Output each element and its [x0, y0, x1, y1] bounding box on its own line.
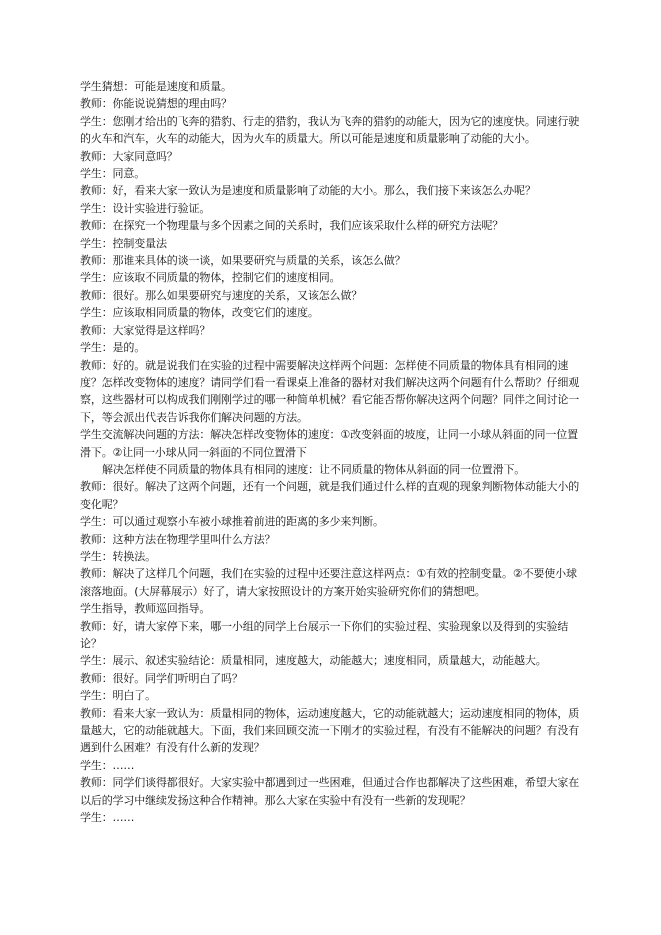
- paragraph: 学生：控制变量法: [80, 236, 167, 250]
- document-body: [80, 78, 586, 826]
- paragraph: 学生：转换法。: [80, 549, 156, 563]
- paragraph: 学生：展示、叙述实验结论：质量相同，速度越大，动能越大；速度相同，质量越大，动能越大。: [80, 654, 547, 668]
- paragraph: 学生指导，教师巡回指导。: [80, 602, 211, 616]
- paragraph: 教师：这种方法在物理学里叫什么方法？: [80, 532, 276, 546]
- paragraph: 学生：同意。: [80, 167, 146, 181]
- paragraph: 学生：可以通过观察小车被小球推着前进的距离的多少来判断。: [80, 515, 384, 529]
- paragraph: 学生：应该取不同质量的物体，控制它们的速度相同。: [80, 271, 341, 285]
- paragraph: 学生猜想：可能是速度和质量。: [80, 80, 232, 93]
- paragraph: 学生：……: [80, 811, 135, 825]
- paragraph: 教师：很好。解决了这两个问题，还有一个问题，就是我们通过什么样的直观的现象判断物体动能大小的变化呢？: [80, 480, 580, 511]
- paragraph: 学生：明白了。: [80, 689, 156, 703]
- paragraph: 教师：好，看来大家一致认为是速度和质量影响了动能的大小。那么，我们接下来该怎么办呢？: [80, 184, 536, 198]
- paragraph: 学生：您刚才给出的飞奔的猎豹、行走的猎豹，我认为飞奔的猎豹的动能大，因为它的速度快。同速行驶的火车和汽车，火车的动能大，因为火车的质量大。所以可能是速度和质量影响了动能的大小。: [80, 114, 580, 146]
- paragraph-indented: 解决怎样使不同质量的物体具有相同的速度：让不同质量的物体从斜面的同一位置滑下。: [102, 462, 526, 476]
- paragraph: 教师：大家觉得是这样吗？: [80, 323, 211, 337]
- paragraph: 教师：解决了这样几个问题，我们在实验的过程中还要注意这样两点：①有效的控制变量。②不要使小球滚落地面。(大屏幕展示）好了，请大家按照设计的方案开始实验研究你们的猜想吧。: [80, 567, 577, 598]
- paragraph: 教师：同学们谈得都很好。大家实验中都遇到过一些困难，但通过合作也都解决了这些困难，希望大家在以后的学习中继续发扬这种合作精神。那么大家在实验中有没有一些新的发现呢？: [80, 776, 580, 807]
- paragraph: 教师：看来大家一致认为：质量相同的物体，运动速度越大，它的动能就越大；运动速度相同的物体，质量越大，它的动能就越大。下面，我们来回顾交流一下刚才的实验过程，有没有不能解决的问题？有没有遇到什么困难？有没有什么新的发现？: [80, 706, 580, 755]
- paragraph: 学生：是的。: [80, 341, 146, 355]
- paragraph: 教师：很好。那么如果要研究与速度的关系，又该怎么做？: [80, 288, 363, 302]
- paragraph: 教师：在探究一个物理量与多个因素之间的关系时，我们应该采取什么样的研究方法呢？: [80, 219, 504, 233]
- paragraph: 学生：应该取相同质量的物体，改变它们的速度。: [80, 306, 319, 320]
- paragraph: 教师：那谁来具体的谈一谈，如果要研究与质量的关系，该怎么做？: [80, 254, 406, 268]
- paragraph: 教师：好，请大家停下来，哪一小组的同学上台展示一下你们的实验过程、实验现象以及得到的实验结论？: [80, 619, 569, 650]
- paragraph: 学生：设计实验进行验证。: [80, 201, 211, 215]
- paragraph: 学生：……: [80, 758, 135, 772]
- paragraph: 教师：大家同意吗？: [80, 149, 178, 163]
- paragraph: 学生交流解决问题的方法：解决怎样改变物体的速度：①改变斜面的坡度，让同一小球从斜面的同一位置滑下。②让同一小球从同一斜面的不同位置滑下: [80, 428, 578, 459]
- paragraph: 教师：很好。同学们听明白了吗？: [80, 671, 243, 685]
- paragraph: 教师：你能说说猜想的理由吗？: [80, 97, 232, 111]
- paragraph: 教师：好的。就是说我们在实验的过程中需要解决这样两个问题：怎样使不同质量的物体具有相同的速度？怎样改变物体的速度？请同学们看一看课桌上准备的器材对我们解决这两个问题有什么帮助？仔细观察，这些器材可以构成我们刚刚学过的哪一种简单机械？看它能否帮你解决这两个问题？同伴之间讨论一下，等会派出代表告诉我你们解决问题的方法。: [80, 358, 580, 424]
